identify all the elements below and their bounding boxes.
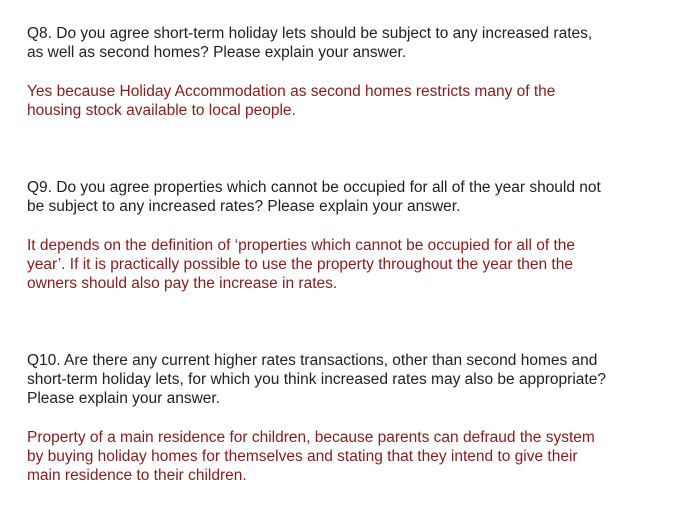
question-q10 [27,351,667,408]
question-line: Q8. Do you agree short-term holiday lets should be subject to any increased rates, [27,25,593,42]
qa-block-q8 [27,24,667,120]
answer-q9 [27,236,667,293]
qa-block-q10 [27,351,667,485]
question-line: Q9. Do you agree properties which cannot be occupied for all of the year should not [27,179,601,196]
answer-line: housing stock available to local people. [27,102,296,119]
answer-line: It depends on the definition of ‘properties which cannot be occupied for all of the [27,237,576,254]
question-line: short-term holiday lets, for which you think increased rates may also be appropriate? [27,371,606,388]
question-line: be subject to any increased rates? Please explain your answer. [27,198,461,215]
question-q8 [27,24,667,62]
answer-q8 [27,82,667,120]
question-line: as well as second homes? Please explain your answer. [27,44,407,61]
question-q9 [27,178,667,216]
answer-line: Yes because Holiday Accommodation as second homes restricts many of the [27,83,556,100]
answer-line: year’. If it is practically possible to use the property throughout the year then the [27,256,573,273]
document-page [27,24,667,485]
answer-line: Property of a main residence for children, because parents can defraud the system [27,429,595,446]
answer-q10 [27,428,667,485]
question-line: Q10. Are there any current higher rates transactions, other than second homes and [27,352,598,369]
answer-line: by buying holiday homes for themselves and stating that they intend to give their [27,448,578,465]
answer-line: owners should also pay the increase in rates. [27,275,338,292]
answer-line: main residence to their children. [27,467,247,484]
question-line: Please explain your answer. [27,390,221,407]
qa-block-q9 [27,178,667,293]
